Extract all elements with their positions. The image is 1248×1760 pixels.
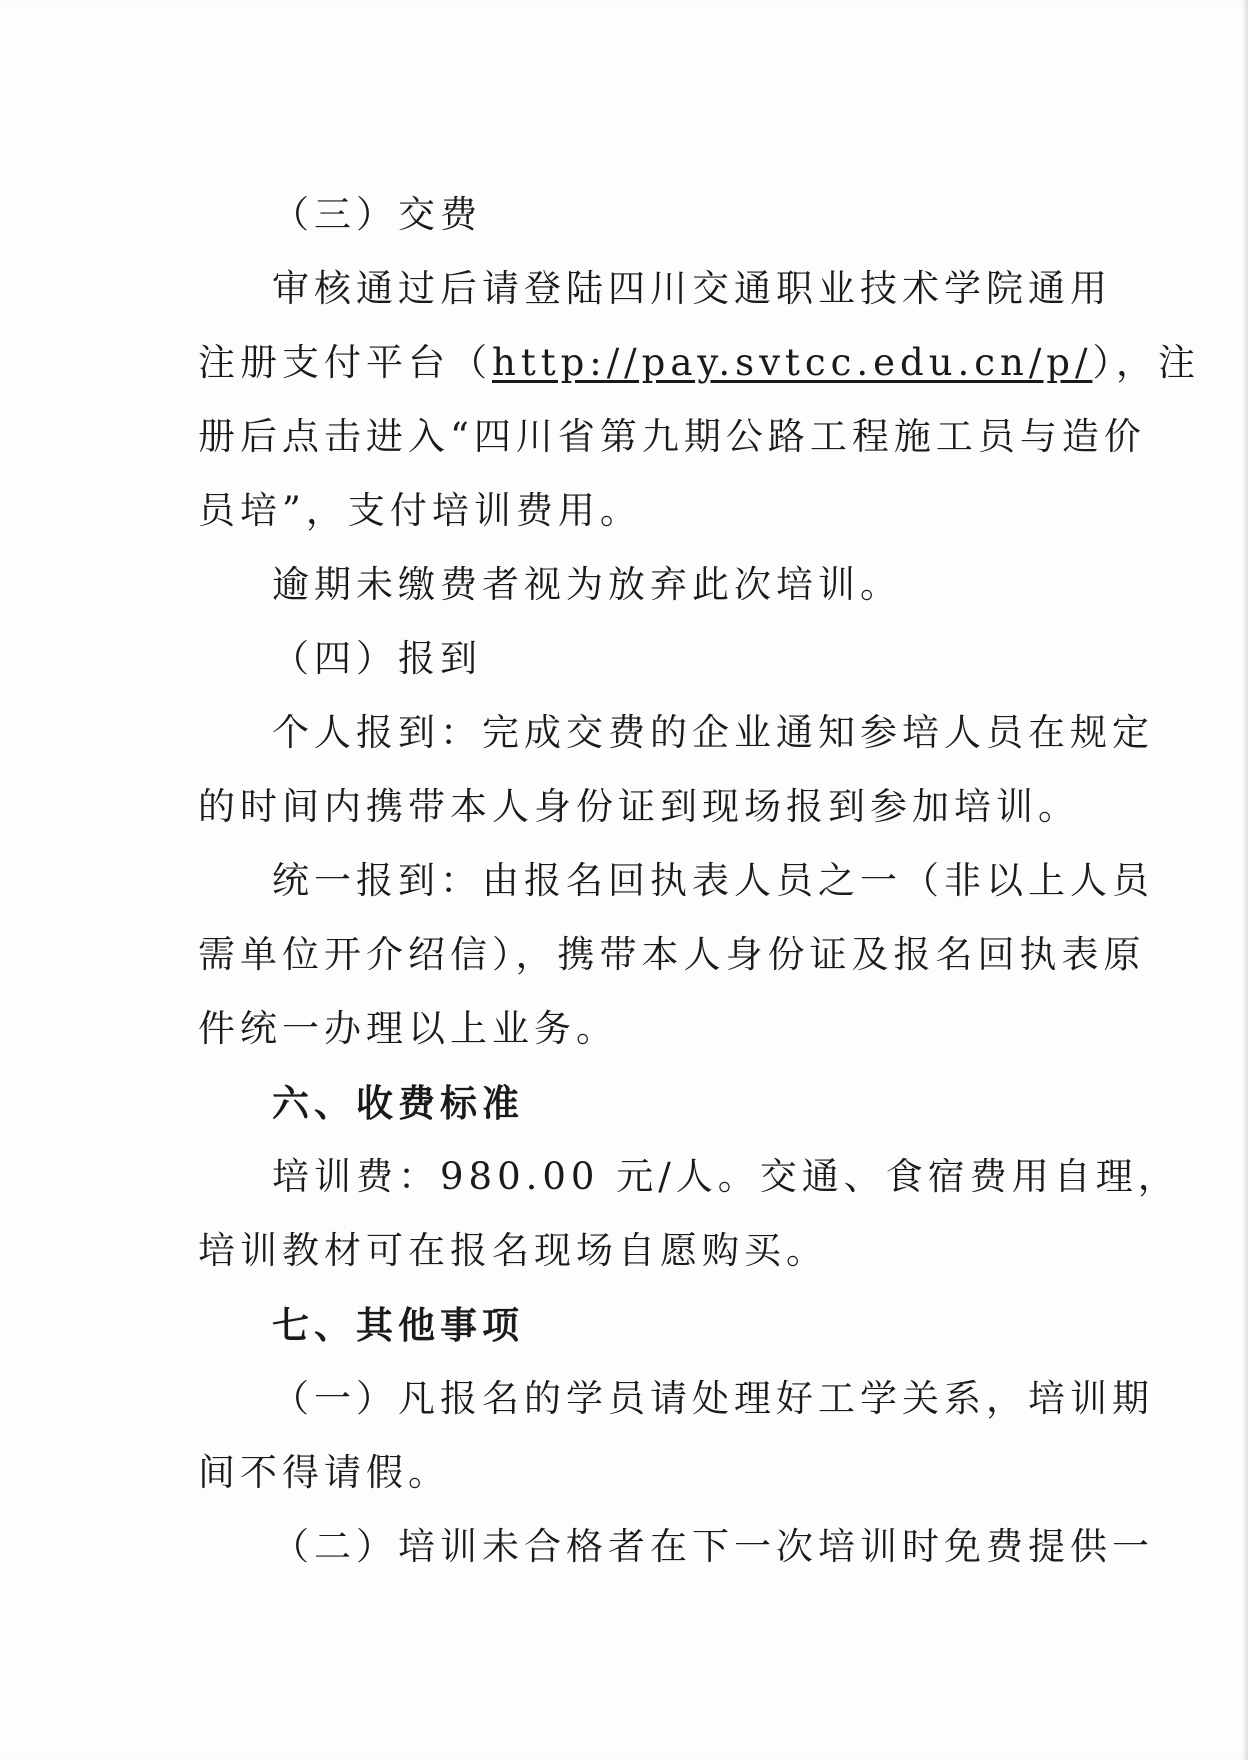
document-body — [198, 178, 1200, 1584]
section-3-paragraph-1-line-3: 册后点击进入“四川省第九期公路工程施工员与造价 — [198, 415, 1146, 458]
section-4-paragraph-1-line-2: 的时间内携带本人身份证到现场报到参加培训。 — [198, 785, 1080, 828]
section-7-item-2-line-1: （二）培训未合格者在下一次培训时免费提供一 — [272, 1525, 1154, 1568]
section-3-title: （三）交费 — [272, 193, 482, 236]
section-7-title: 七、其他事项 — [272, 1303, 524, 1347]
section-6-paragraph-1-line-2: 培训教材可在报名现场自愿购买。 — [198, 1229, 828, 1272]
section-7-item-1-line-1: （一）凡报名的学员请处理好工学关系，培训期 — [272, 1377, 1154, 1420]
section-3-paragraph-1-line-2 — [198, 326, 1200, 400]
section-3-paragraph-1-line-1: 审核通过后请登陆四川交通职业技术学院通用 — [272, 267, 1112, 310]
section-3-paragraph-1-line-4: 员培”，支付培训费用。 — [198, 489, 642, 532]
text-fragment: ），注 — [1092, 341, 1200, 384]
section-4-paragraph-1-line-1: 个人报到：完成交费的企业通知参培人员在规定 — [272, 711, 1154, 754]
section-4-title: （四）报到 — [272, 637, 482, 680]
section-4-paragraph-2-line-3: 件统一办理以上业务。 — [198, 1007, 618, 1050]
section-4-paragraph-2-line-2: 需单位开介绍信），携带本人身份证及报名回执表原 — [198, 933, 1146, 976]
section-7-item-1-line-2: 间不得请假。 — [198, 1451, 450, 1494]
section-4-paragraph-2-line-1: 统一报到：由报名回执表人员之一（非以上人员 — [272, 859, 1154, 902]
section-6-paragraph-1-line-1: 培训费：980.00 元/人。交通、食宿费用自理， — [272, 1155, 1180, 1198]
text-fragment: 注册支付平台（ — [198, 341, 492, 384]
section-6-title: 六、收费标准 — [272, 1081, 524, 1125]
section-3-paragraph-2: 逾期未缴费者视为放弃此次培训。 — [272, 563, 902, 606]
payment-platform-link[interactable]: http://pay.svtcc.edu.cn/p/ — [492, 341, 1093, 384]
